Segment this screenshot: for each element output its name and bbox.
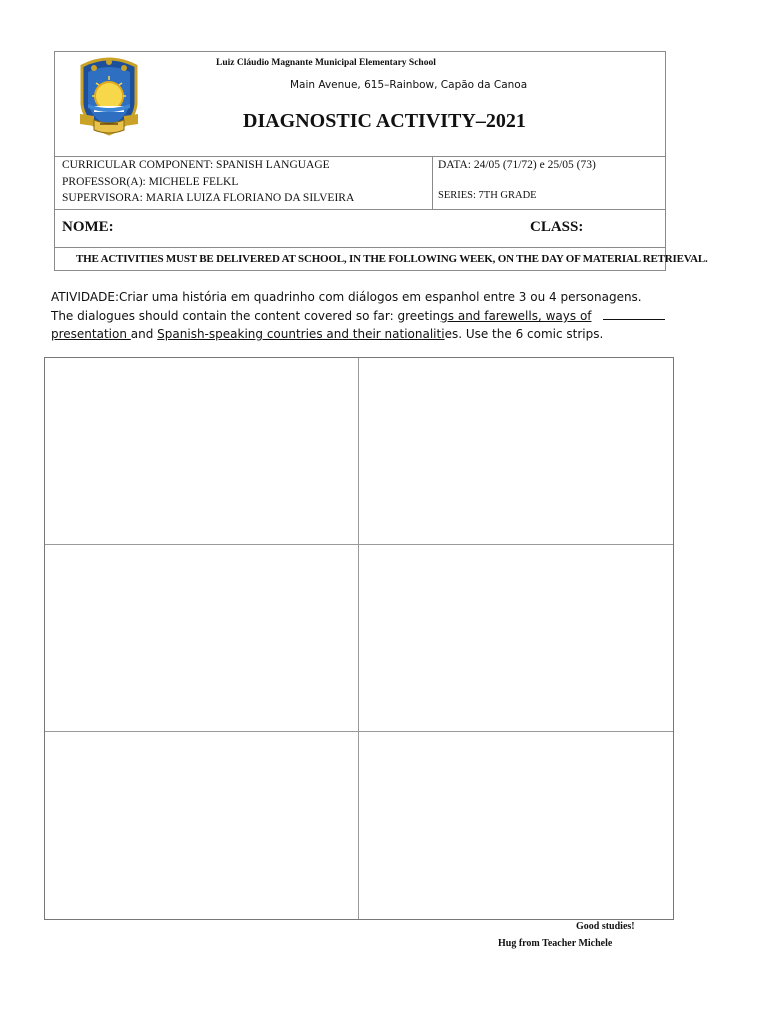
comic-panel-4[interactable] — [359, 545, 673, 732]
date-info: DATA: 24/05 (71/72) e 25/05 (73) — [438, 159, 596, 171]
teacher-signoff: Hug from Teacher Michele — [498, 938, 613, 949]
activity-instruction: Criar uma história em quadrinho com diálogos em espanhol entre 3 ou 4 personagens. — [119, 290, 642, 304]
activity-underlined-text: presentation — [51, 327, 131, 341]
curricular-component: CURRICULAR COMPONENT: SPANISH LANGUAGE — [62, 159, 330, 171]
activity-underlined-text: Spanish-speaking countries and their nationaliti — [157, 327, 445, 341]
document-title: DIAGNOSTIC ACTIVITY–2021 — [243, 110, 526, 132]
comic-strip-grid — [44, 357, 674, 920]
school-address: Main Avenue, 615–Rainbow, Capão da Canoa — [290, 79, 528, 91]
activity-text: The dialogues should contain the content covered so far: greetin — [51, 309, 441, 323]
activity-line-3 — [51, 327, 603, 341]
activity-underlined-text: gs and farewells, ways of — [440, 309, 592, 323]
divider — [55, 209, 665, 210]
series-info: SERIES: 7TH GRADE — [438, 190, 537, 201]
divider — [55, 156, 665, 157]
nome-label: NOME: — [62, 219, 114, 235]
comic-panel-2[interactable] — [359, 358, 673, 545]
comic-panel-1[interactable] — [45, 358, 359, 545]
good-studies-text: Good studies! — [576, 921, 635, 932]
activity-text: es. Use the 6 comic strips. — [444, 327, 604, 341]
divider — [55, 247, 665, 248]
comic-panel-5[interactable] — [45, 732, 359, 919]
school-crest-logo — [74, 54, 144, 140]
supervisora: SUPERVISORA: MARIA LUIZA FLORIANO DA SILVEIRA — [62, 192, 355, 204]
professor: PROFESSOR(A): MICHELE FELKL — [62, 176, 239, 188]
school-name: Luiz Cláudio Magnante Municipal Elementary School — [216, 58, 436, 68]
class-label: CLASS: — [530, 219, 584, 235]
activity-line-1 — [51, 290, 642, 304]
comic-panel-3[interactable] — [45, 545, 359, 732]
divider — [432, 156, 433, 209]
comic-panel-6[interactable] — [359, 732, 673, 919]
answer-blank[interactable] — [603, 309, 665, 320]
activity-label: ATIVIDADE: — [51, 290, 119, 304]
activity-line-2 — [51, 309, 665, 323]
delivery-notice: THE ACTIVITIES MUST BE DELIVERED AT SCHOOL, IN THE FOLLOWING WEEK, ON THE DAY OF MATERIAL RETRIEVAL. — [76, 253, 708, 265]
activity-text: and — [130, 327, 158, 341]
